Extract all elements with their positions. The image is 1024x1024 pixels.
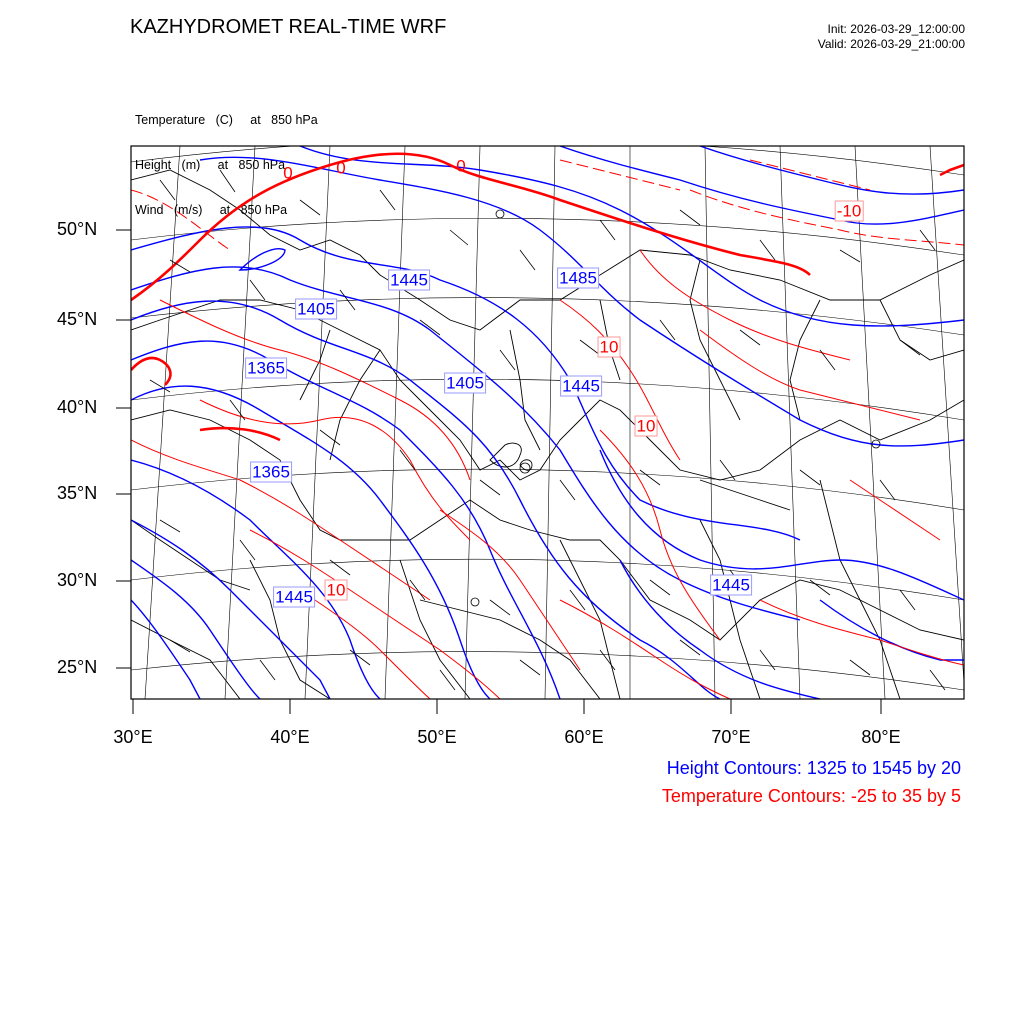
temperature-contours	[131, 160, 964, 699]
lat-label-50n: 50°N	[57, 219, 98, 239]
height-contour-label: 1445	[562, 376, 600, 396]
temperature-contour-legend: Temperature Contours: -25 to 35 by 5	[661, 786, 961, 806]
temperature-contour-label: 10	[636, 416, 656, 436]
height-contour-label: 1445	[712, 575, 750, 595]
lon-label-80e: 80°E	[861, 727, 901, 747]
height-contour-label: 1485	[559, 268, 597, 288]
lat-label-40n: 40°N	[57, 397, 98, 417]
lat-label-45n: 45°N	[57, 309, 98, 329]
height-contour-label: 1405	[446, 373, 484, 393]
height-contour-label: 1365	[252, 462, 290, 482]
height-field-label: Height (m) at 850 hPa	[135, 158, 286, 172]
lat-label-35n: 35°N	[57, 483, 98, 503]
height-contour-label: 1445	[390, 270, 428, 290]
init-time: Init: 2026-03-29_12:00:00	[827, 22, 965, 36]
height-contour-label: 1405	[297, 299, 335, 319]
temperature-field-label: Temperature (C) at 850 hPa	[135, 113, 318, 127]
lon-label-50e: 50°E	[417, 727, 457, 747]
lon-label-30e: 30°E	[113, 727, 153, 747]
temperature-contour-label: 10	[326, 580, 346, 600]
zero-isotherm-label: 0	[336, 158, 346, 178]
lon-label-70e: 70°E	[711, 727, 751, 747]
calm-wind-markers	[471, 210, 880, 606]
lat-label-25n: 25°N	[57, 657, 98, 677]
wind-barbs	[150, 170, 945, 690]
chart-title: KAZHYDROMET REAL-TIME WRF	[130, 16, 447, 38]
zero-isotherm	[131, 154, 964, 440]
height-contour-label: 1365	[247, 358, 285, 378]
zero-isotherm-label: 0	[283, 163, 293, 183]
zero-isotherm-label: 0	[456, 156, 466, 176]
height-contour-legend: Height Contours: 1325 to 1545 by 20	[666, 758, 961, 778]
lon-label-40e: 40°E	[270, 727, 310, 747]
valid-time: Valid: 2026-03-29_21:00:00	[817, 37, 965, 51]
height-contour-label: 1445	[275, 587, 313, 607]
temperature-contour-label: -10	[836, 201, 862, 221]
lon-label-60e: 60°E	[564, 727, 604, 747]
wind-field-label: Wind (m/s) at 850 hPa	[135, 203, 288, 217]
height-contours	[131, 146, 964, 699]
lat-label-30n: 30°N	[57, 570, 98, 590]
temperature-contour-label: 10	[599, 337, 619, 357]
